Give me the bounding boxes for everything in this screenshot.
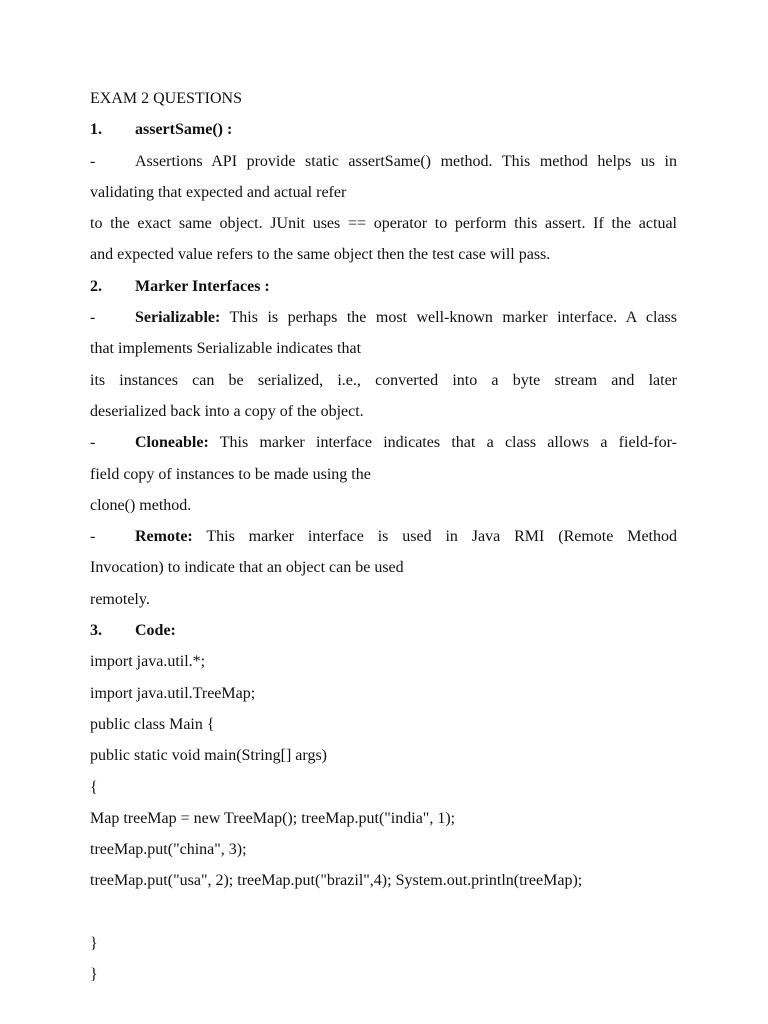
q3-heading: Code: [135, 622, 176, 640]
serializable-text-3: its instances can be serialized, i.e., converted into a byte stream and later [90, 371, 677, 389]
cloneable-bullet: - [90, 434, 96, 452]
remote-text-2: Invocation) to indicate that an object can be used [90, 559, 404, 577]
q1-number: 1. [90, 121, 102, 139]
code-line: { [90, 778, 98, 796]
cloneable-text-1: This marker interface indicates that a class allows a field-for- [208, 434, 677, 452]
q1-heading: assertSame() : [135, 121, 233, 139]
document-body [90, 83, 677, 991]
cloneable-text-3: clone() method. [90, 496, 192, 514]
serializable-bullet: - [90, 309, 96, 327]
remote-term: Remote: [135, 528, 193, 546]
q2-heading-line [90, 271, 677, 302]
code-line: Map treeMap = new TreeMap(); treeMap.put("india", 1); [90, 809, 456, 827]
q3-number: 3. [90, 622, 102, 640]
code-closing-brace: } [90, 935, 98, 953]
serializable-term: Serializable: [135, 309, 221, 327]
serializable-line-1 [90, 302, 677, 333]
code-line: public class Main { [90, 715, 215, 733]
serializable-text-1: This is perhaps the most well-known marker interface. A class [220, 309, 677, 327]
q1-text-4: and expected value refers to the same object then the test case will pass. [90, 246, 551, 264]
q1-text-3: to the exact same object. JUnit uses == operator to perform this assert. If the actual [90, 215, 677, 233]
code-line: public static void main(String[] args) [90, 747, 327, 765]
remote-bullet: - [90, 528, 96, 546]
q1-bullet: - [90, 152, 96, 170]
q2-heading: Marker Interfaces : [135, 277, 270, 295]
q3-heading-line [90, 615, 677, 646]
cloneable-term: Cloneable: [135, 434, 209, 452]
serializable-text-4: deserialized back into a copy of the object. [90, 402, 364, 420]
code-line: import java.util.*; [90, 653, 206, 671]
remote-line-1 [90, 521, 677, 552]
remote-text-1: This marker interface is used in Java RMI (Remote Method [192, 528, 677, 546]
code-line: treeMap.put("usa", 2); treeMap.put("brazil",4); System.out.println(treeMap); [90, 872, 583, 890]
code-line: import java.util.TreeMap; [90, 684, 256, 702]
remote-text-3: remotely. [90, 590, 150, 608]
cloneable-line-1 [90, 427, 677, 458]
serializable-text-2: that implements Serializable indicates that [90, 340, 362, 358]
code-blank-line [90, 897, 677, 928]
q1-line-1 [90, 146, 677, 177]
q2-number: 2. [90, 277, 102, 295]
code-line: treeMap.put("china", 3); [90, 841, 247, 859]
q1-heading-line [90, 114, 677, 145]
code-closing-brace: } [90, 966, 98, 984]
cloneable-text-2: field copy of instances to be made using the [90, 465, 371, 483]
q1-text-1: Assertions API provide static assertSame() method. This method helps us in [135, 152, 677, 170]
document-title: EXAM 2 QUESTIONS [90, 90, 242, 107]
q1-text-2: validating that expected and actual refer [90, 183, 347, 201]
